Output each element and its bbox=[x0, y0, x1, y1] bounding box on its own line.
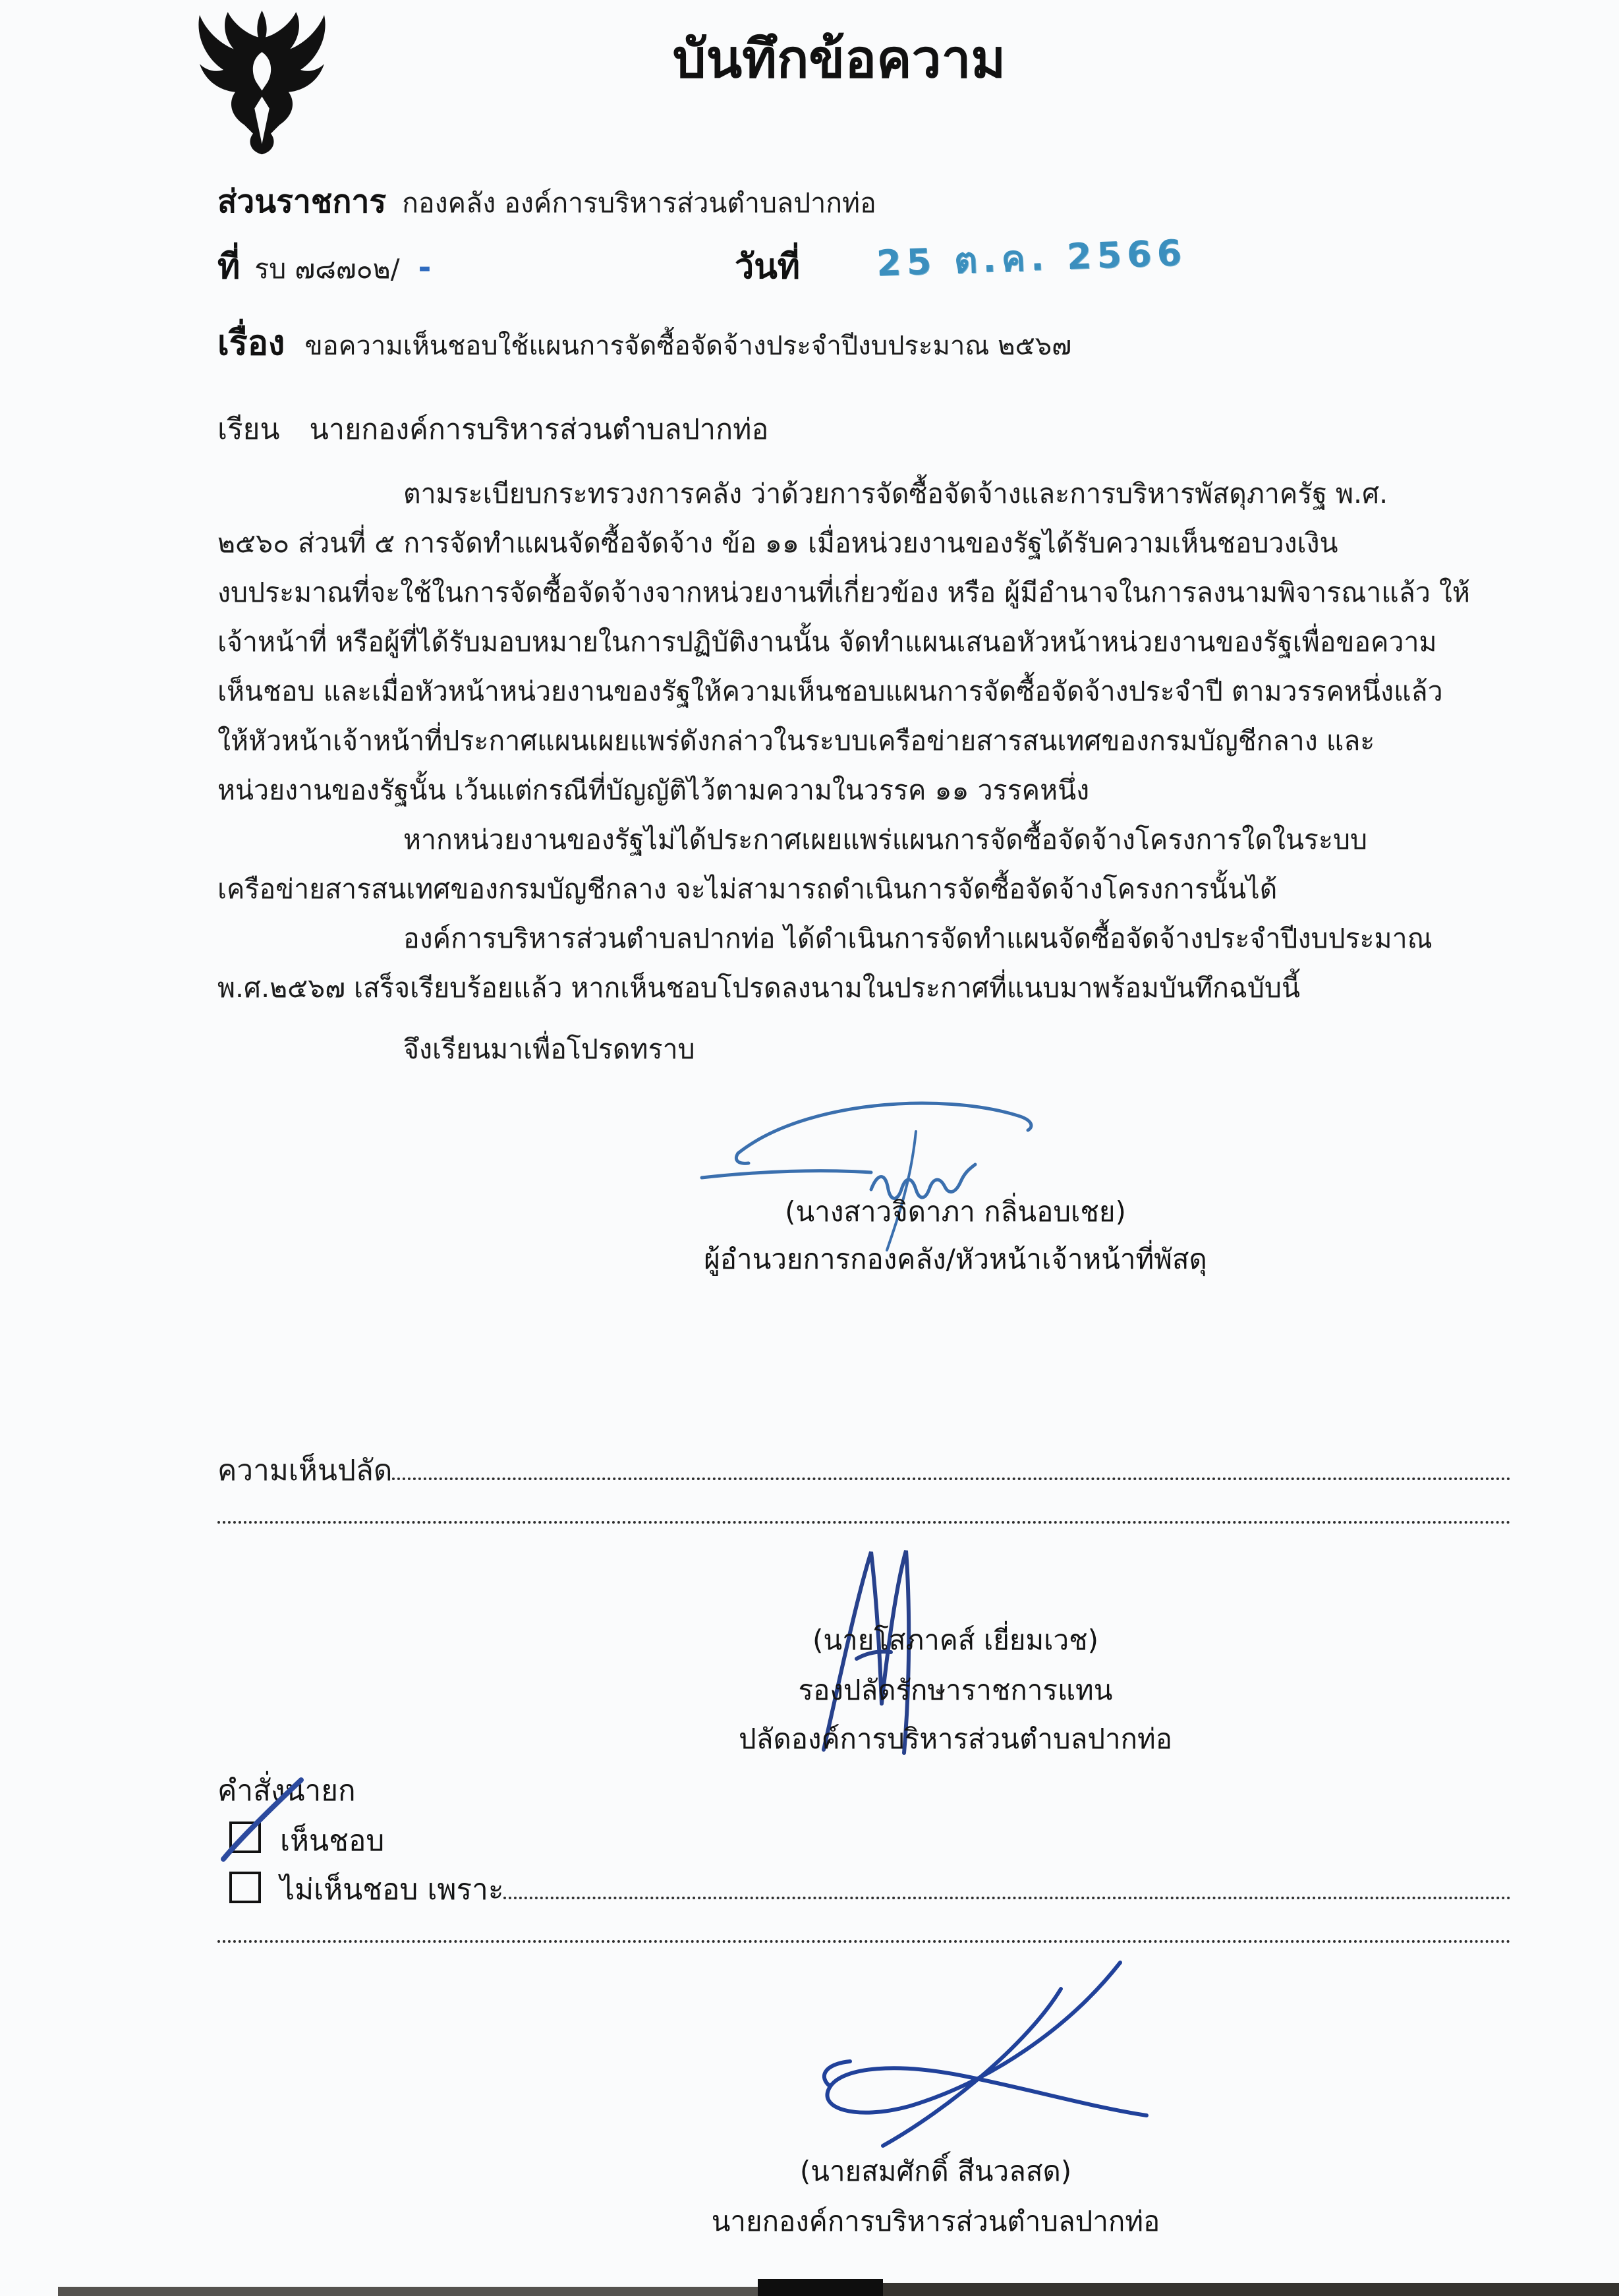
disapprove-label: ไม่เห็นชอบ เพราะ bbox=[280, 1873, 504, 1907]
body-line: เห็นชอบ และเมื่อหัวหน้าหน่วยงานของรัฐให้ความเห็นชอบแผนการจัดซื้อจัดจ้างประจำปี ตามวรรคหนึ่งแล้ว bbox=[217, 675, 1443, 707]
number-label: ที่ bbox=[217, 247, 241, 287]
body-line: องค์การบริหารส่วนตำบลปากท่อ ได้ดำเนินการจัดทำแผนจัดซื้อจัดจ้างประจำปีงบประมาณ bbox=[403, 923, 1433, 954]
agency-value: กองคลัง องค์การบริหารส่วนตำบลปากท่อ bbox=[402, 187, 876, 219]
opinion-dotted-line-2 bbox=[217, 1493, 1511, 1524]
sign1-title: ผู้อำนวยการกองคลัง/หัวหน้าเจ้าหน้าที่พัสดุ bbox=[704, 1243, 1207, 1275]
body-line: ๒๕๖๐ ส่วนที่ ๕ การจัดทำแผนจัดซื้อจัดจ้าง ข้อ ๑๑ เมื่อหน่วยงานของรัฐได้รับความเห็นชอบวงเงิน bbox=[217, 527, 1338, 559]
number-value: รบ ๗๘๗๐๒/ bbox=[254, 253, 400, 285]
opinion-line bbox=[217, 1447, 1511, 1493]
body-line: หน่วยงานของรัฐนั้น เว้นแต่กรณีที่บัญญัติไว้ตามความในวรรค ๑๑ วรรคหนึ่ง bbox=[217, 774, 1090, 806]
sign3-name: (นายสมศักดิ์ สีนวลสด) bbox=[799, 2155, 1072, 2187]
sign2-title-2: ปลัดองค์การบริหารส่วนตำบลปากท่อ bbox=[739, 1723, 1172, 1755]
agency-label: ส่วนราชการ bbox=[217, 183, 387, 220]
order-label: คำสั่งนายก bbox=[217, 1774, 356, 1808]
scan-edge-strip-dark bbox=[883, 2283, 1619, 2296]
body-line: งบประมาณที่จะใช้ในการจัดซื้อจัดจ้างจากหน่วยงานที่เกี่ยวข้อง หรือ ผู้มีอำนาจในการลงนามพิจารณาแล้ว ให้ bbox=[217, 577, 1470, 608]
sign3-title: นายกองค์การบริหารส่วนตำบลปากท่อ bbox=[711, 2205, 1160, 2237]
sign2-name: (นายโสภาคส์ เยี่ยมเวช) bbox=[812, 1624, 1098, 1656]
scan-edge-blob bbox=[758, 2279, 883, 2296]
disapprove-dotted-line bbox=[503, 1870, 1511, 1899]
agency-line bbox=[217, 177, 876, 227]
subject-label: เรื่อง bbox=[217, 324, 285, 363]
body-line: เครือข่ายสารสนเทศของกรมบัญชีกลาง จะไม่สามารถดำเนินการจัดซื้อจัดจ้างโครงการนั้นได้ bbox=[217, 873, 1278, 905]
subject-line bbox=[217, 315, 1071, 370]
number-dash-handwritten: - bbox=[418, 249, 432, 286]
body-line: หากหน่วยงานของรัฐไม่ได้ประกาศเผยแพร่แผนการจัดซื้อจัดจ้างโครงการใดในระบบ bbox=[403, 824, 1368, 855]
disapprove-line bbox=[280, 1866, 1511, 1912]
subject-value: ขอความเห็นชอบใช้แผนการจัดซื้อจัดจ้างประจำปีงบประมาณ ๒๕๖๗ bbox=[304, 331, 1072, 361]
body-text bbox=[217, 469, 1511, 1074]
approve-check-mark bbox=[214, 1776, 313, 1865]
date-label: วันที่ bbox=[735, 247, 801, 287]
body-line: ให้หัวหน้าเจ้าหน้าที่ประกาศแผนเผยแพร่ดังกล่าวในระบบเครือข่ายสารสนเทศของกรมบัญชีกลาง และ bbox=[217, 725, 1375, 757]
number-line bbox=[217, 239, 431, 293]
approve-label: เห็นชอบ bbox=[280, 1824, 385, 1858]
order-dotted-line-2 bbox=[217, 1912, 1511, 1943]
date-stamp: 25 ต.ค. 2566 bbox=[876, 231, 1188, 285]
opinion-dotted-line bbox=[392, 1451, 1511, 1480]
closing-line: จึงเรียนมาเพื่อโปรดทราบ bbox=[403, 1033, 695, 1065]
page-title: บันทึกข้อความ bbox=[672, 28, 1006, 90]
body-line: เจ้าหน้าที่ หรือผู้ที่ได้รับมอบหมายในการปฏิบัติงานนั้น จัดทำแผนเสนอหัวหน้าหน่วยงานของรัฐเพื่อขอความ bbox=[217, 626, 1437, 658]
body-line: พ.ศ.๒๕๖๗ เสร็จเรียบร้อยแล้ว หากเห็นชอบโปรดลงนามในประกาศที่แนบมาพร้อมบันทึกฉบับนี้ bbox=[217, 972, 1300, 1004]
sign1-name: (นางสาวจิดาภา กลิ่นอบเชย) bbox=[785, 1195, 1126, 1228]
to-value: นายกองค์การบริหารส่วนตำบลปากท่อ bbox=[309, 413, 769, 446]
disapprove-checkbox bbox=[229, 1872, 261, 1903]
to-label: เรียน bbox=[217, 413, 280, 446]
body-line: ตามระเบียบกระทรวงการคลัง ว่าด้วยการจัดซื้อจัดจ้างและการบริหารพัสดุภาครัฐ พ.ศ. bbox=[403, 478, 1388, 509]
sign2-title-1: รองปลัดรักษาราชการแทน bbox=[798, 1674, 1113, 1706]
signature-mayor bbox=[751, 1951, 1173, 2148]
opinion-label: ความเห็นปลัด bbox=[217, 1454, 393, 1487]
to-line bbox=[217, 406, 768, 452]
